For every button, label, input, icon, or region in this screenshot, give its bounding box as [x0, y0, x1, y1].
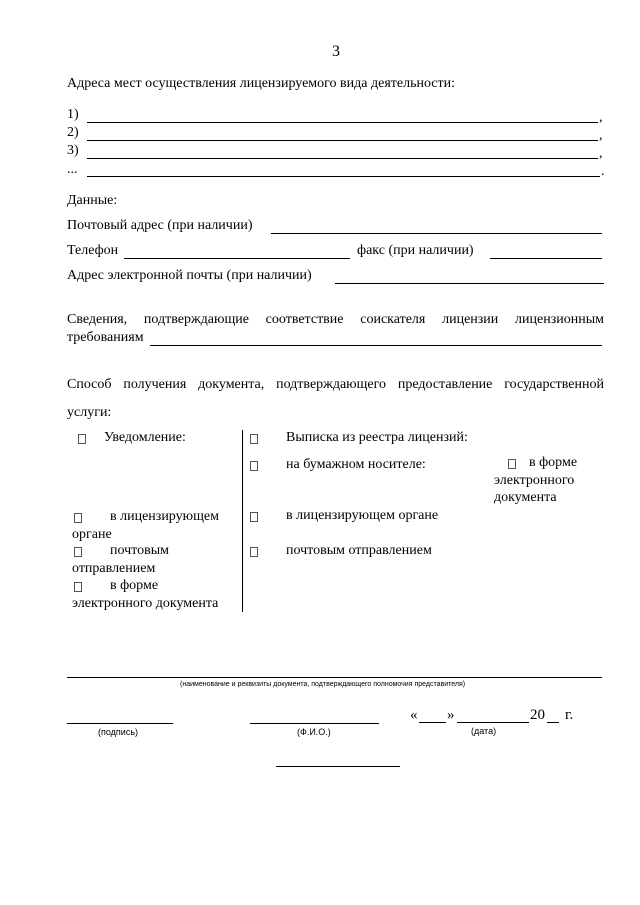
extract-post-checkbox[interactable] [250, 547, 258, 557]
notification-post-label-a: почтовым [110, 543, 169, 558]
date-month-field[interactable] [457, 722, 529, 723]
addresses-heading: Адреса мест осуществления лицензируемого вида деятельности: [67, 76, 456, 91]
extract-electronic-label-c: документа [494, 490, 557, 505]
extract-post-label: почтовым отправлением [286, 543, 432, 558]
fio-caption: (Ф.И.О.) [297, 727, 331, 737]
address-2-field[interactable] [87, 140, 598, 141]
address-item-3-label: 3) [67, 143, 79, 158]
date-year-prefix: 20 [530, 707, 545, 723]
postal-address-label: Почтовый адрес (при наличии) [67, 218, 253, 233]
date-year-field[interactable] [547, 722, 559, 723]
email-label: Адрес электронной почты (при наличии) [67, 268, 312, 283]
options-divider [242, 430, 243, 612]
bottom-divider [276, 766, 400, 767]
date-year-suffix: г. [565, 707, 574, 723]
address-3-comma: , [599, 146, 603, 161]
email-field[interactable] [335, 283, 604, 284]
extract-checkbox[interactable] [250, 434, 258, 444]
compliance-text-line1: Сведения, подтверждающие соответствие соискателя лицензии лицензионным [67, 312, 604, 327]
notification-post-label-b: отправлением [72, 561, 156, 576]
extract-in-org-label: в лицензирующем органе [286, 508, 439, 523]
signature-caption: (подпись) [98, 727, 139, 737]
date-quote-close: » [447, 707, 455, 723]
address-1-comma: , [599, 110, 603, 125]
address-3-field[interactable] [87, 158, 598, 159]
compliance-field[interactable] [150, 345, 602, 346]
notification-electronic-checkbox[interactable] [74, 582, 82, 592]
method-text-line2: услуги: [67, 405, 112, 420]
fio-field[interactable] [250, 723, 379, 724]
notification-checkbox[interactable] [78, 434, 86, 444]
notification-electronic-label-b: электронного документа [72, 596, 219, 611]
fax-field[interactable] [490, 258, 602, 259]
notification-electronic-label-a: в форме [110, 578, 159, 593]
postal-address-field[interactable] [271, 233, 602, 234]
signature-field[interactable] [67, 723, 173, 724]
extract-in-org-checkbox[interactable] [250, 512, 258, 522]
extract-electronic-checkbox[interactable] [508, 459, 516, 469]
notification-title: Уведомление: [104, 430, 186, 445]
extract-paper-label: на бумажном носителе: [286, 457, 426, 472]
address-item-1-label: 1) [67, 107, 79, 122]
date-quote-open: « [410, 707, 418, 723]
page-number: 3 [332, 43, 340, 60]
notification-in-org-label-a: в лицензирующем [110, 509, 219, 524]
phone-label: Телефон [67, 243, 119, 258]
address-more-field[interactable] [87, 176, 600, 177]
extract-electronic-label-b: электронного [494, 473, 575, 488]
fax-label: факс (при наличии) [357, 243, 474, 258]
address-more-period: . [601, 164, 605, 179]
date-caption: (дата) [471, 726, 497, 736]
notification-post-checkbox[interactable] [74, 547, 82, 557]
extract-paper-checkbox[interactable] [250, 461, 258, 471]
address-item-more-label: ... [67, 162, 78, 177]
phone-field[interactable] [124, 258, 350, 259]
representative-document-caption: (наименование и реквизиты документа, подтверждающего полномочия представителя) [180, 681, 466, 688]
address-1-field[interactable] [87, 122, 598, 123]
data-heading: Данные: [67, 193, 118, 208]
compliance-text-line2: требованиям [67, 330, 144, 345]
notification-in-org-checkbox[interactable] [74, 513, 82, 523]
date-day-field[interactable] [419, 722, 446, 723]
representative-document-field[interactable] [67, 677, 602, 678]
address-2-comma: , [599, 128, 603, 143]
extract-electronic-label-a: в форме [529, 455, 578, 470]
method-text-line1: Способ получения документа, подтверждающего предоставление государственной [67, 377, 604, 392]
address-item-2-label: 2) [67, 125, 79, 140]
notification-in-org-label-b: органе [72, 527, 112, 542]
extract-title: Выписка из реестра лицензий: [286, 430, 468, 445]
